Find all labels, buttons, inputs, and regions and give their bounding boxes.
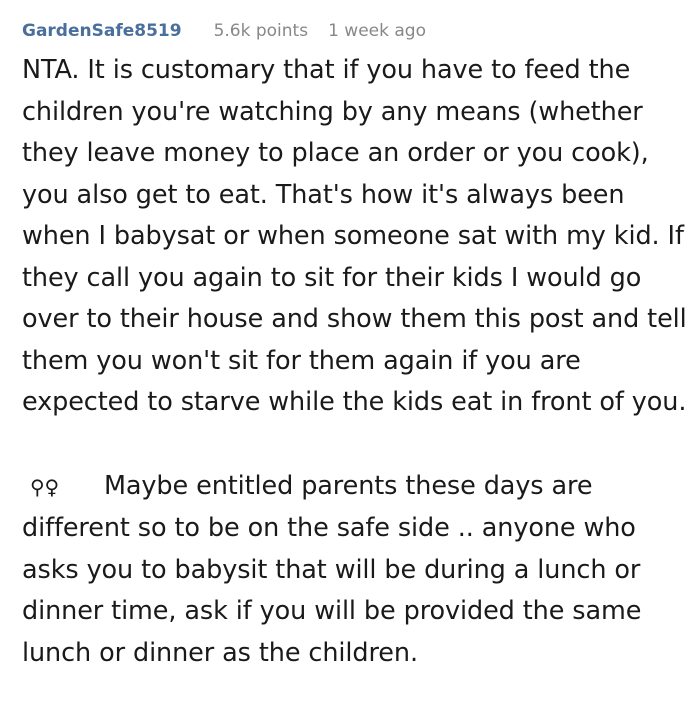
points-count: 5.6k points	[213, 21, 309, 41]
comment-meta	[22, 16, 694, 46]
username-link[interactable]: GardenSafe8519	[22, 21, 182, 41]
comment-body	[22, 50, 694, 674]
symbol-icon: ⚲♀	[30, 474, 60, 499]
comment-paragraph: NTA. It is customary that if you have to feed the children you're watching by any means (whether they leave money to place an order or you cook), you also get to eat. That's how it's always been when I babysat or when someone sat with my kid. If they call you again to sit for their kids I would go over to their house and show them this post and tell them you won't sit for them again if you are expected to starve while the kids eat in front of you.	[22, 55, 687, 417]
comment-paragraph-text: Maybe entitled parents these days are different so to be on the safe side .. anyone who asks you to babysit that will be during a lunch or dinner time, ask if you will be provided the same lunch or dinner as the children.	[22, 470, 642, 668]
comment-paragraph	[22, 466, 694, 675]
timestamp[interactable]: 1 week ago	[328, 21, 426, 41]
comment	[22, 16, 694, 674]
